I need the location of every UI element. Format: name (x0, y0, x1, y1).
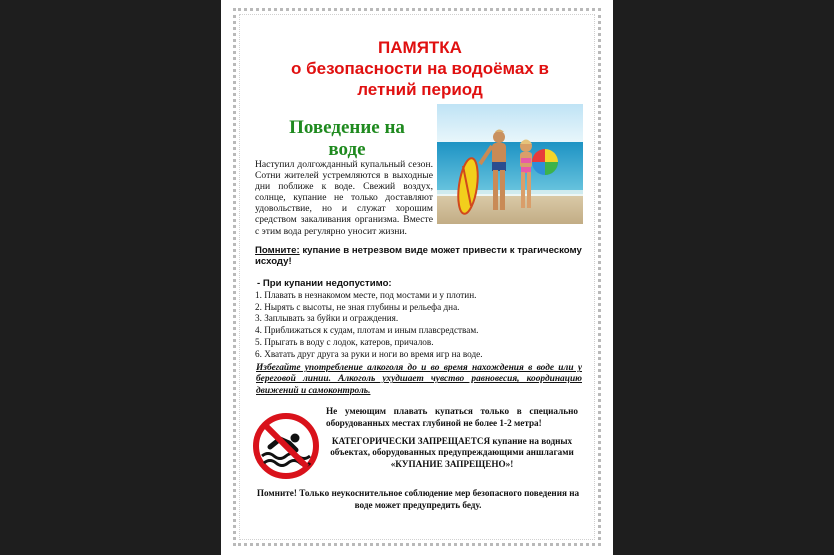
intro-paragraph: Наступил долгожданный купальный сезон. Сотни жителей устремляются в выходные дни поближе к воде. Свежий воздух, солнце, купание не только доставляют удовольствие, но и служат хорошим средством закаливания организма. Вместе с этим вода регулярно уносит жизни. (255, 159, 433, 237)
remember-text: купание в нетрезвом виде может привести к трагическому исходу! (255, 245, 582, 268)
forbidden-strong: КАТЕГОРИЧЕСКИ ЗАПРЕЩАЕТСЯ (331, 436, 491, 446)
alcohol-warning: Избегайте употребление алкоголя до и во время нахождения в воде или у береговой линии. Алкоголь ухудшает чувство равновесия, координацию движений и самоконтроль. (256, 363, 582, 396)
no-swimming-sign-icon (252, 412, 320, 480)
list-item: 6. Хватать друг друга за руки и ноги во время игр на воде. (255, 348, 483, 359)
final-note: Помните! Только неукоснительное соблюдение мер безопасного поведения на воде может предупредить беду. (256, 488, 580, 510)
list-item: 3. Заплывать за буйки и ограждения. (255, 313, 399, 324)
rules-heading: - При купании недопустимо: (257, 278, 392, 289)
remember-label: Помните: (255, 245, 300, 256)
swim-warning: Не умеющим плавать купаться только в специально оборудованных местах глубиной не более 1-2 метра! (326, 406, 578, 428)
section-heading-line-1: Поведение на (289, 117, 405, 138)
section-heading-line-2: воде (328, 139, 366, 160)
forbidden-notice (326, 436, 578, 470)
list-item: 1. Плавать в незнакомом месте, под мостами и у плотин. (255, 290, 477, 300)
list-item: 4. Приближаться к судам, плотам и иным плавсредствам. (255, 325, 479, 336)
title-line-2: о безопасности на водоёмах в (291, 59, 549, 78)
title-line-3: летний период (357, 80, 483, 99)
title-line-1: ПАМЯТКА (378, 38, 462, 57)
list-item: 5. Прыгать в воду с лодок, катеров, причалов. (255, 336, 434, 347)
children-at-beach-photo (437, 104, 583, 224)
list-item: 2. Нырять с высоты, не зная глубины и рельефа дна. (255, 301, 460, 312)
forbidden-text: купание на водных объектах, оборудованных предупреждающими аншлагами «КУПАНИЕ ЗАПРЕЩЕНО»! (330, 436, 574, 469)
rules-list (255, 290, 585, 360)
section-heading (262, 117, 432, 161)
remember-note (255, 245, 583, 267)
